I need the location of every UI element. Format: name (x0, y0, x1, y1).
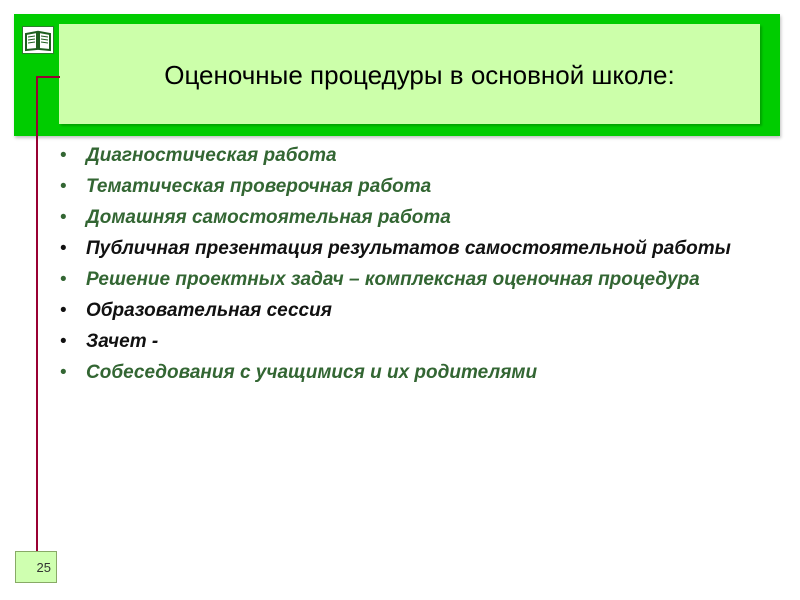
bullet-dot: • (60, 145, 67, 166)
list-item-text: Зачет - (86, 331, 159, 352)
bullet-dot: • (60, 300, 67, 321)
list-item (60, 175, 770, 198)
page-title: Оценочные процедуры в основной школе: (164, 59, 675, 90)
bullet-dot: • (60, 176, 67, 197)
bullet-list (60, 144, 770, 392)
list-item (60, 144, 770, 167)
list-item-text: Тематическая проверочная работа (86, 176, 432, 197)
list-item (60, 206, 770, 229)
list-item-text: Диагностическая работа (86, 145, 337, 166)
list-item-text: Публичная презентация результатов самостоятельной работы (86, 238, 731, 259)
list-item (60, 330, 770, 353)
bullet-dot: • (60, 207, 67, 228)
page-number: 25 (36, 559, 51, 575)
list-item-text: Образовательная сессия (86, 300, 332, 321)
list-item (60, 268, 770, 291)
book-icon-graphic (23, 27, 53, 53)
decorative-vertical-line (36, 76, 38, 552)
decorative-horizontal-line (36, 76, 60, 78)
list-item (60, 237, 770, 260)
page-number-box (15, 551, 57, 583)
list-item-text: Решение проектных задач – комплексная оценочная процедура (86, 269, 700, 290)
title-box (59, 24, 760, 124)
list-item-text: Домашняя самостоятельная работа (86, 207, 451, 228)
list-item (60, 299, 770, 322)
list-item-text: Собеседования с учащимися и их родителями (86, 362, 538, 383)
bullet-dot: • (60, 362, 67, 383)
bullet-dot: • (60, 238, 67, 259)
list-item (60, 361, 770, 384)
book-icon (22, 26, 54, 54)
bullet-dot: • (60, 331, 67, 352)
bullet-dot: • (60, 269, 67, 290)
